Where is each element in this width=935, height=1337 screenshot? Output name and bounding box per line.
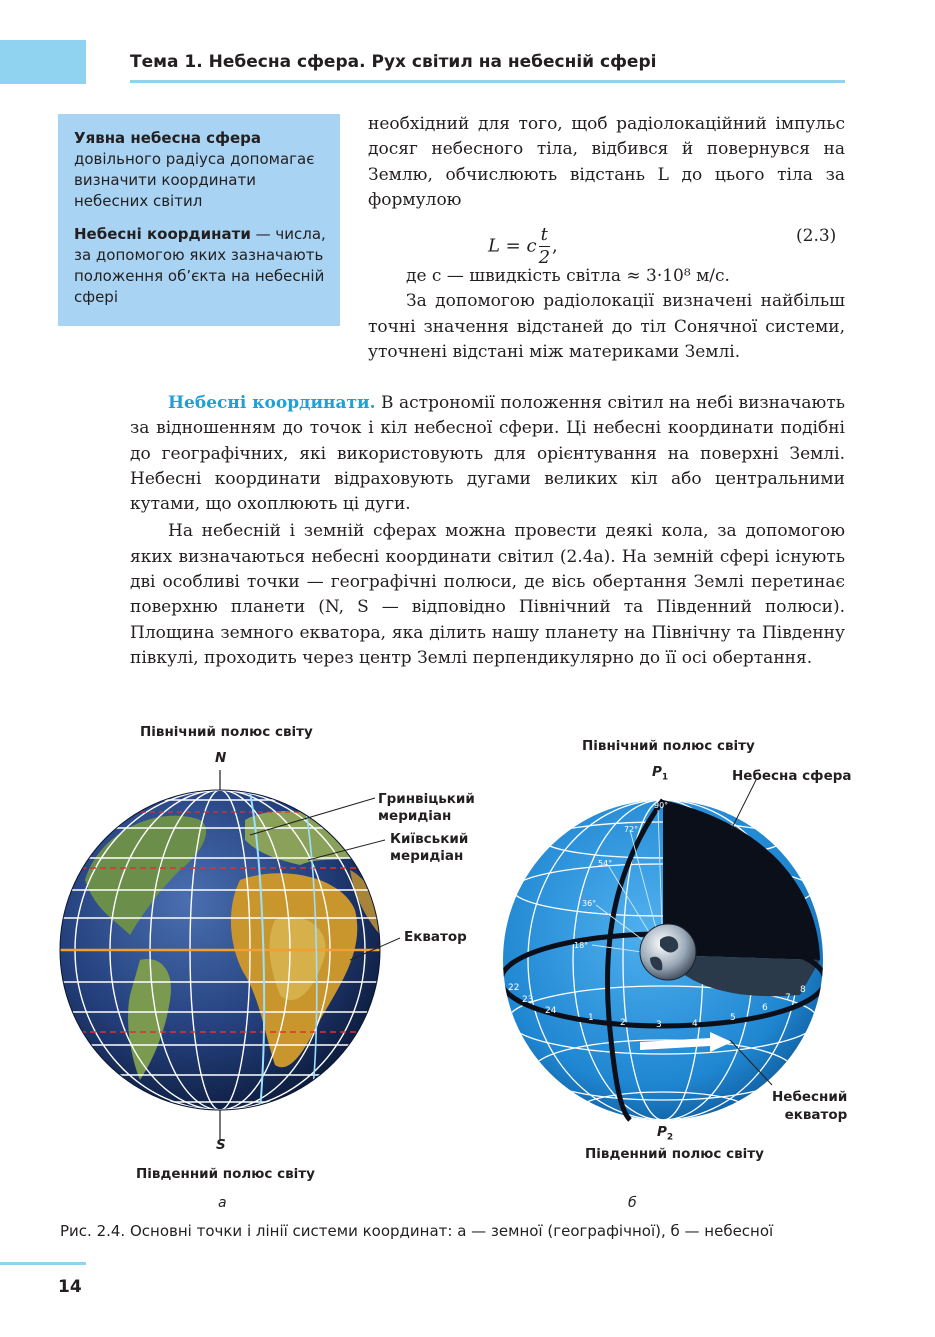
page-number: 14 <box>58 1277 82 1297</box>
sidebar-term: Небесні координати <box>74 225 251 243</box>
formula-denominator: 2 <box>538 247 551 268</box>
hour-label: 1 <box>588 1013 594 1023</box>
paragraph-celestial-coordinates <box>130 391 845 671</box>
paragraph-text: необхідний для того, щоб радіолокаційний імпульс досяг небесного тіла, відбився й повернувся на Землю, обчислюють відстань L до цього тіла за формулою <box>368 114 845 210</box>
fig-a-equator-label: Екватор <box>404 929 467 945</box>
paragraph-text: За допомогою радіолокації визначені найбільш точні значення відстаней до тіл Сонячної системи, уточнені відстані між материками Землі. <box>368 291 845 362</box>
header-corner-tab <box>0 40 86 84</box>
fig-a-letter: а <box>218 1195 227 1211</box>
paragraph-text: В астрономії положення світил на небі визначають за відношенням до точок і кіл небесної сфери. Ці небесні координати подібні до географічних, які використовують для орієнтування на поверхні Землі. Небесні координати відраховують дугами великих кіл або центральними кутами, що охоплюють ці дуги. <box>130 393 845 515</box>
hour-label: 23 <box>522 995 534 1005</box>
fig-b-p1-label: $P_1$ <box>652 764 669 783</box>
fig-a-south-letter: S <box>216 1137 226 1153</box>
sidebar-item-celestial-coordinates <box>74 224 328 308</box>
hour-label: 4 <box>692 1019 698 1029</box>
paragraph-speed-of-light <box>368 264 845 365</box>
fig-a-north-letter: N <box>215 750 227 766</box>
fig-b-south-pole-label: Південний полюс світу <box>585 1146 764 1162</box>
fig-a-south-pole-label: Південний полюс світу <box>136 1166 315 1182</box>
degree-label: 54° <box>598 859 613 868</box>
definitions-sidebar <box>58 114 340 326</box>
paragraph-text: На небесній і земній сферах можна провести деякі кола, за допомогою яких визначаються небесні координати світил (2.4а). На земній сфері існують дві особливі точки — географічні полюси, де вісь обертання Землі перетинає поверхню планети (N, S — відповідно Північний та Південний полюси). Площина земного екватора, яка ділить нашу планету на Північну та Південну півкулі, проходить через центр Землі перпендикулярно до її осі обертання. <box>130 521 845 668</box>
hour-label: 6 <box>762 1003 768 1013</box>
fig-b-letter: б <box>628 1195 637 1211</box>
fig-b-p2-label: $P_2$ <box>657 1124 674 1143</box>
fig-b-north-pole-label: Північний полюс світу <box>582 738 755 754</box>
sidebar-definition: довільного радіуса допомагає визначити координати небесних світил <box>74 150 315 210</box>
fig-a-earth-globe <box>50 760 410 1150</box>
hour-label: 3 <box>656 1020 662 1030</box>
fig-b-celestial-sphere <box>500 780 840 1140</box>
degree-label: 90° <box>654 801 669 810</box>
hour-label: 22 <box>508 983 520 993</box>
sidebar-term: Уявна небесна сфера <box>74 129 261 147</box>
fig-b-celestial-sphere-label: Небесна сфера <box>732 768 852 784</box>
sphere-leader <box>732 780 758 828</box>
hour-label: 24 <box>545 1006 557 1016</box>
degree-label: 36° <box>582 899 597 908</box>
footer-rule <box>0 1262 86 1265</box>
formula-numerator: t <box>539 224 550 247</box>
fig-a-kyiv-label: Київський меридіан <box>390 831 469 864</box>
header-rule <box>130 80 845 83</box>
sidebar-definition: — числа, за допомогою яких зазначають положення об’єкта на небесній сфері <box>74 225 326 306</box>
page-header-title: Тема 1. Небесна сфера. Рух світил на небесній сфері <box>130 52 657 72</box>
figure-caption: Рис. 2.4. Основні точки і лінії системи координат: а — земної (географічної), б — небесної <box>60 1222 774 1240</box>
hour-label: 5 <box>730 1013 736 1023</box>
equation-number: (2.3) <box>796 226 837 246</box>
fig-b-celestial-equator-label: Небесний екватор <box>772 1089 848 1123</box>
paragraph-radar-intro <box>368 112 845 213</box>
hour-label: 7 <box>785 993 791 1003</box>
degree-label: 18° <box>574 941 589 950</box>
formula-tail: , <box>552 235 558 257</box>
formula-fraction <box>539 224 550 269</box>
degree-label: 72° <box>624 825 639 834</box>
section-keyword: Небесні координати. <box>168 393 376 413</box>
fig-a-north-pole-label: Північний полюс світу <box>140 724 313 740</box>
sidebar-item-celestial-sphere <box>74 128 328 212</box>
fig-a-greenwich-label: Гринвіцький меридіан <box>378 791 475 824</box>
formula-2-3 <box>488 224 558 269</box>
formula-lhs: L = c <box>488 235 537 257</box>
hour-label: 8 <box>800 985 806 995</box>
paragraph-text: де c — швидкість світла ≈ 3·10⁸ м/с. <box>406 266 730 286</box>
hour-label: 2 <box>620 1018 626 1028</box>
